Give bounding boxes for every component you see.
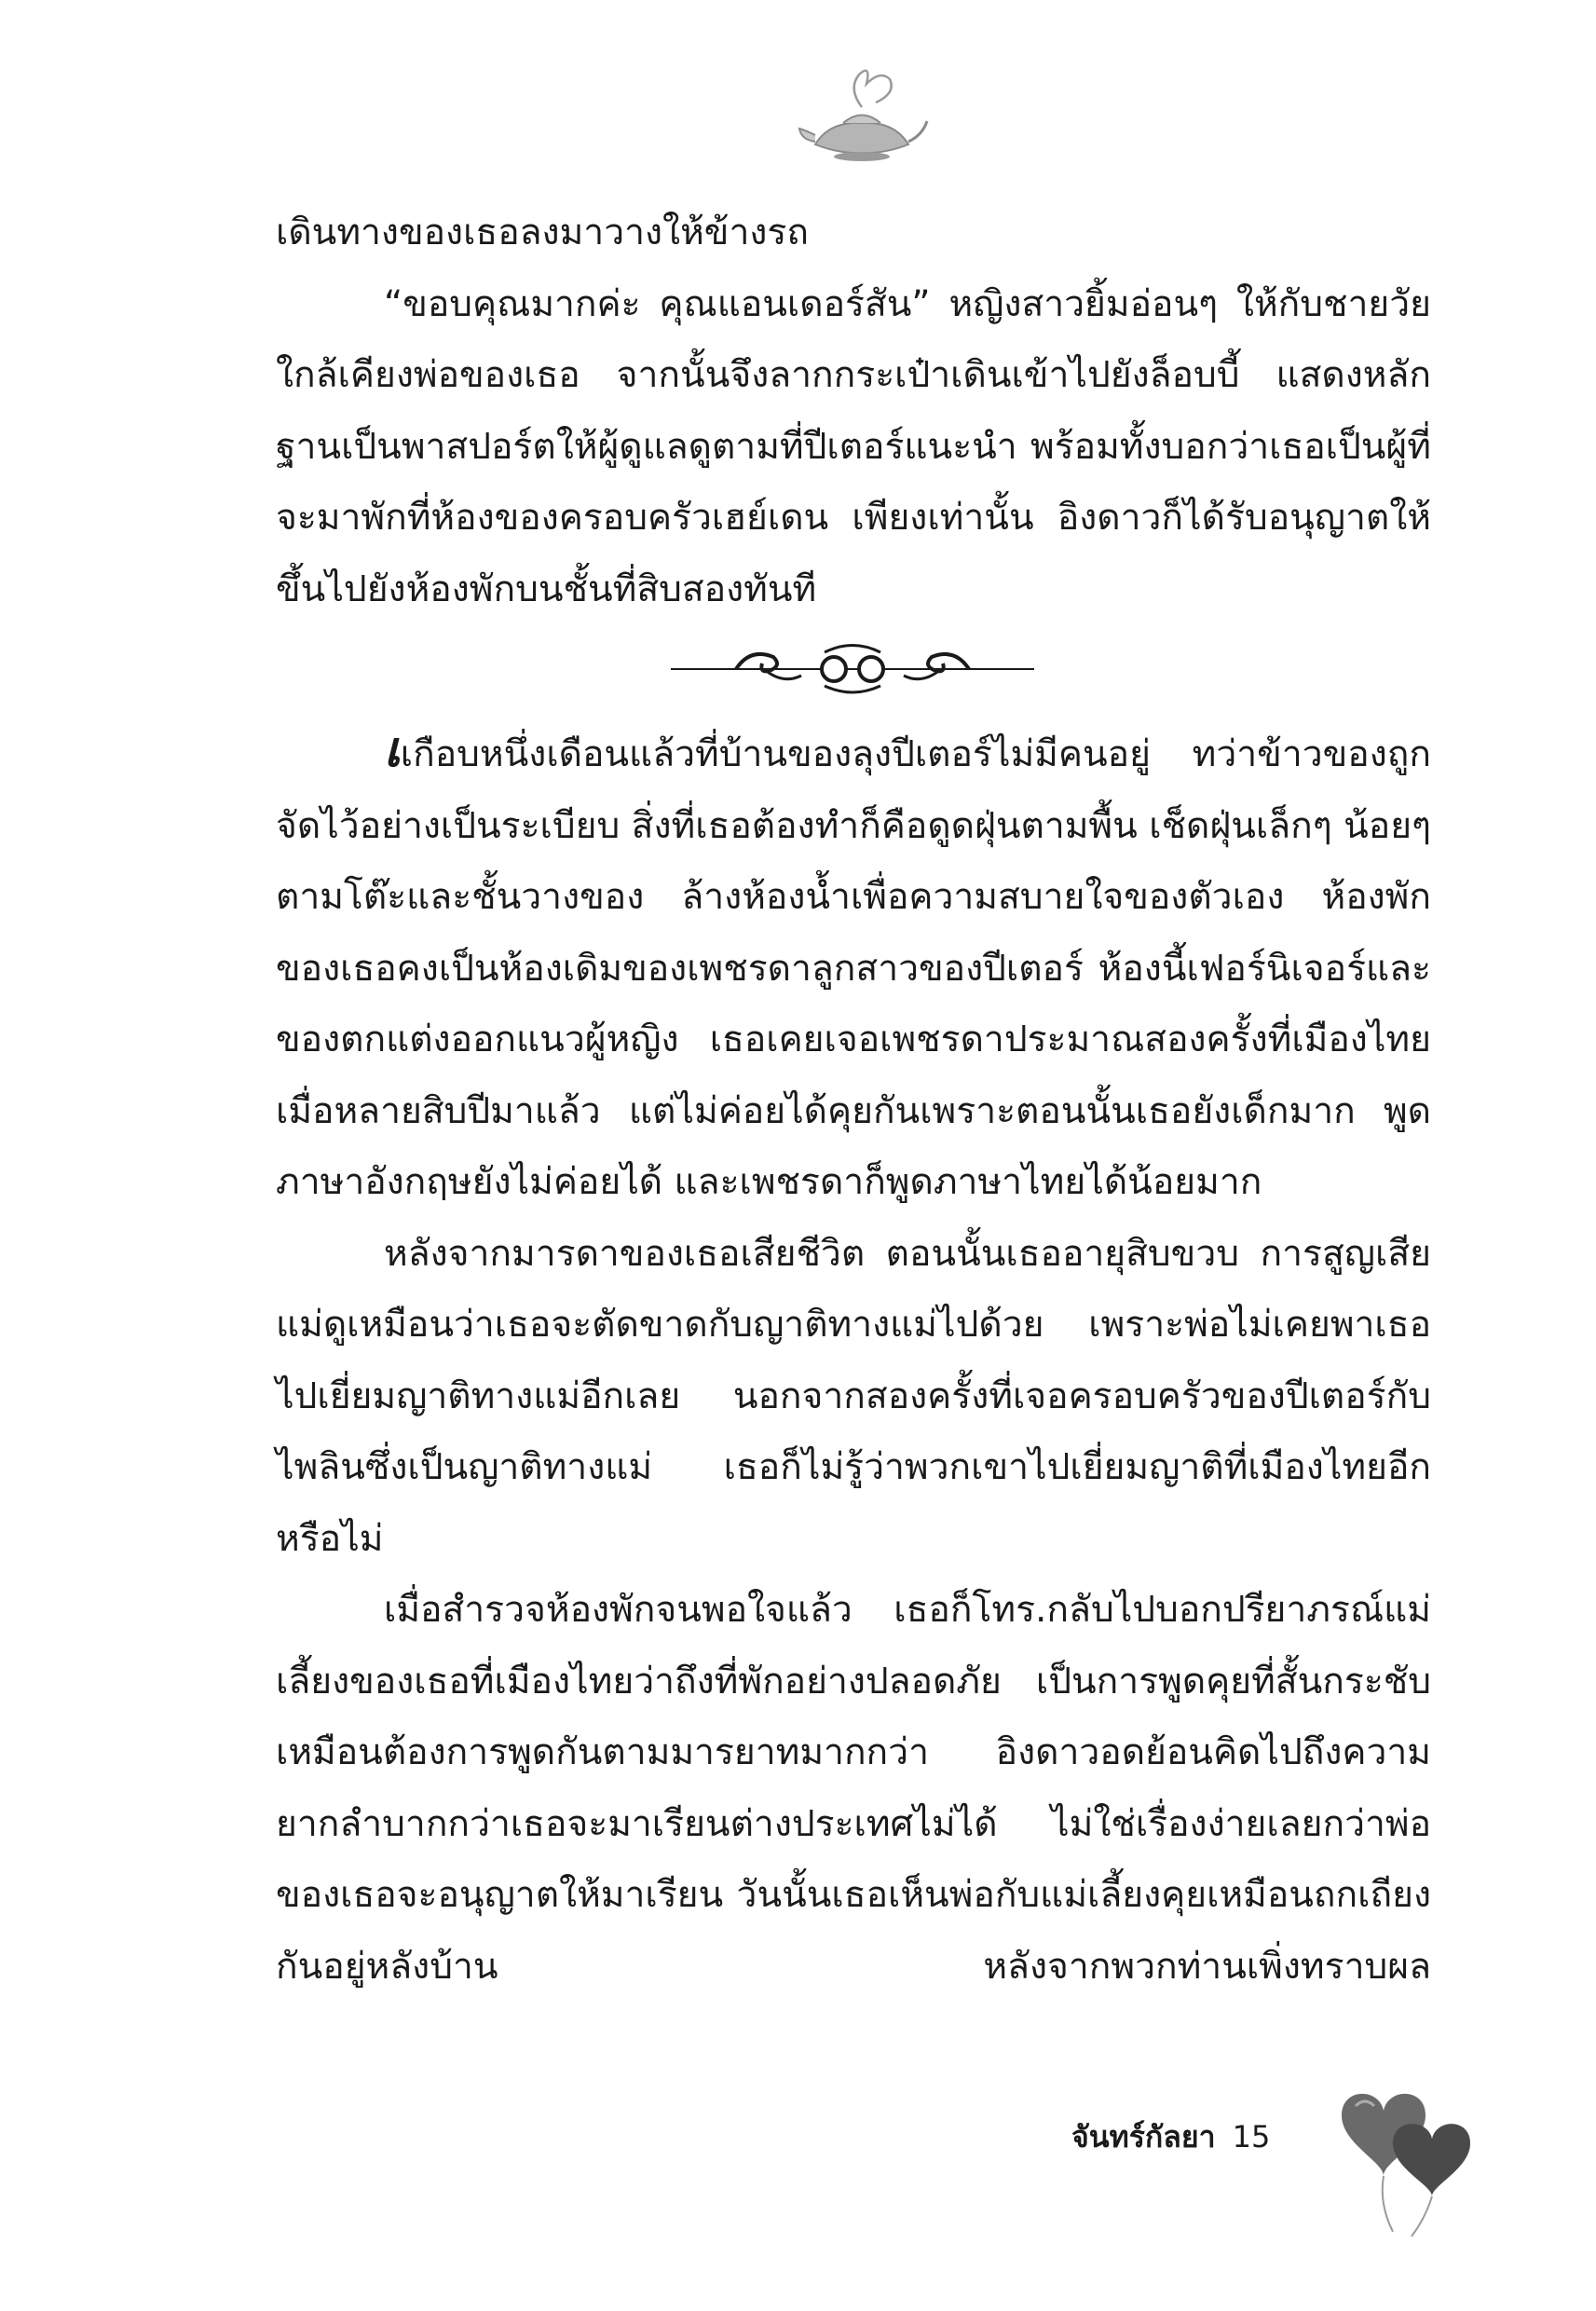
page-footer bbox=[1071, 2113, 1270, 2161]
floral-divider-icon bbox=[671, 634, 1034, 699]
book-title: จันทร์กัลยา bbox=[1071, 2119, 1216, 2154]
magic-lamp-icon bbox=[792, 56, 932, 168]
text-block-2 bbox=[276, 715, 1431, 2003]
page-number: 15 bbox=[1232, 2119, 1271, 2154]
paragraph: เมื่อสำรวจห้องพักจนพอใจแล้ว เธอก็โทร.กลับไปบอกปรียาภรณ์แม่เลี้ยงของเธอที่เมืองไทยว่าถึงที่พักอย่างปลอดภัย เป็นการพูดคุยที่สั้นกระชับ เหมือนต้องการพูดกันตามมารยาทมากกว่า อิงดาวอดย้อนคิดไปถึงความยากลำบากกว่าเธอจะมาเรียนต่างประเทศไม่ได้ ไม่ใช่เรื่องง่ายเลยกว่าพ่อของเธอจะอนุญาตให้มาเรียน วันนั้นเธอเห็นพ่อกับแม่เลี้ยงคุยเหมือนถกเถียงกันอยู่หลังบ้าน หลังจากพวกท่านเพิ่งทราบผล bbox=[276, 1589, 1431, 1988]
paragraph: เดินทางของเธอลงมาวางให้ข้างรถ bbox=[276, 212, 809, 253]
paragraph: หลังจากมารดาของเธอเสียชีวิต ตอนนั้นเธออายุสิบขวบ การสูญเสียแม่ดูเหมือนว่าเธอจะตัดขาดกับญาติทางแม่ไปด้วย เพราะพ่อไม่เคยพาเธอไปเยี่ยมญาติทางแม่อีกเลย นอกจากสองครั้งที่เจอครอบครัวของปีเตอร์กับไพลินซึ่งเป็นญาติทางแม่ เธอก็ไม่รู้ว่าพวกเขาไปเยี่ยมญาติที่เมืองไทยอีกหรือไม่ bbox=[276, 1232, 1431, 1560]
hearts-balloon-icon bbox=[1323, 2083, 1491, 2241]
paragraph bbox=[276, 715, 1431, 1219]
paragraph-text: เกือบหนึ่งเดือนแล้วที่บ้านของลุงปีเตอร์ไม่มีคนอยู่ ทว่าข้าวของถูกจัดไว้อย่างเป็นระเบียบ สิ่งที่เธอต้องทำก็คือดูดฝุ่นตามพื้น เช็ดฝุ่นเล็กๆ น้อยๆ ตามโต๊ะและชั้นวางของ ล้างห้องน้ำเพื่อความสบายใจของตัวเอง ห้องพักของเธอคงเป็นห้องเดิมของเพชรดาลูกสาวของปีเตอร์ ห้องนี้เฟอร์นิเจอร์และของตกแต่งออกแนวผู้หญิง เธอเคยเจอเพชรดาประมาณสองครั้งที่เมืองไทยเมื่อหลายสิบปีมาแล้ว แต่ไม่ค่อยได้คุยกันเพราะตอนนั้นเธอยังเด็กมาก พูดภาษาอังกฤษยังไม่ค่อยได้ และเพชรดาก็พูดภาษาไทยได้น้อยมาก bbox=[276, 733, 1431, 1203]
text-block-1 bbox=[276, 198, 1431, 625]
paragraph: “ขอบคุณมากค่ะ คุณแอนเดอร์สัน” หญิงสาวยิ้มอ่อนๆ ให้กับชายวัยใกล้เคียงพ่อของเธอ จากนั้นจึงลากกระเป๋าเดินเข้าไปยังล็อบบี้ แสดงหลักฐานเป็นพาสปอร์ตให้ผู้ดูแลดูตามที่ปีเตอร์แนะนำ พร้อมทั้งบอกว่าเธอเป็นผู้ที่จะมาพักที่ห้องของครอบครัวเฮย์เดน เพียงเท่านั้น อิงดาวก็ได้รับอนุญาตให้ขึ้นไปยังห้องพักบนชั้นที่สิบสองทันที bbox=[276, 282, 1431, 610]
drop-cap: เ bbox=[384, 721, 401, 778]
